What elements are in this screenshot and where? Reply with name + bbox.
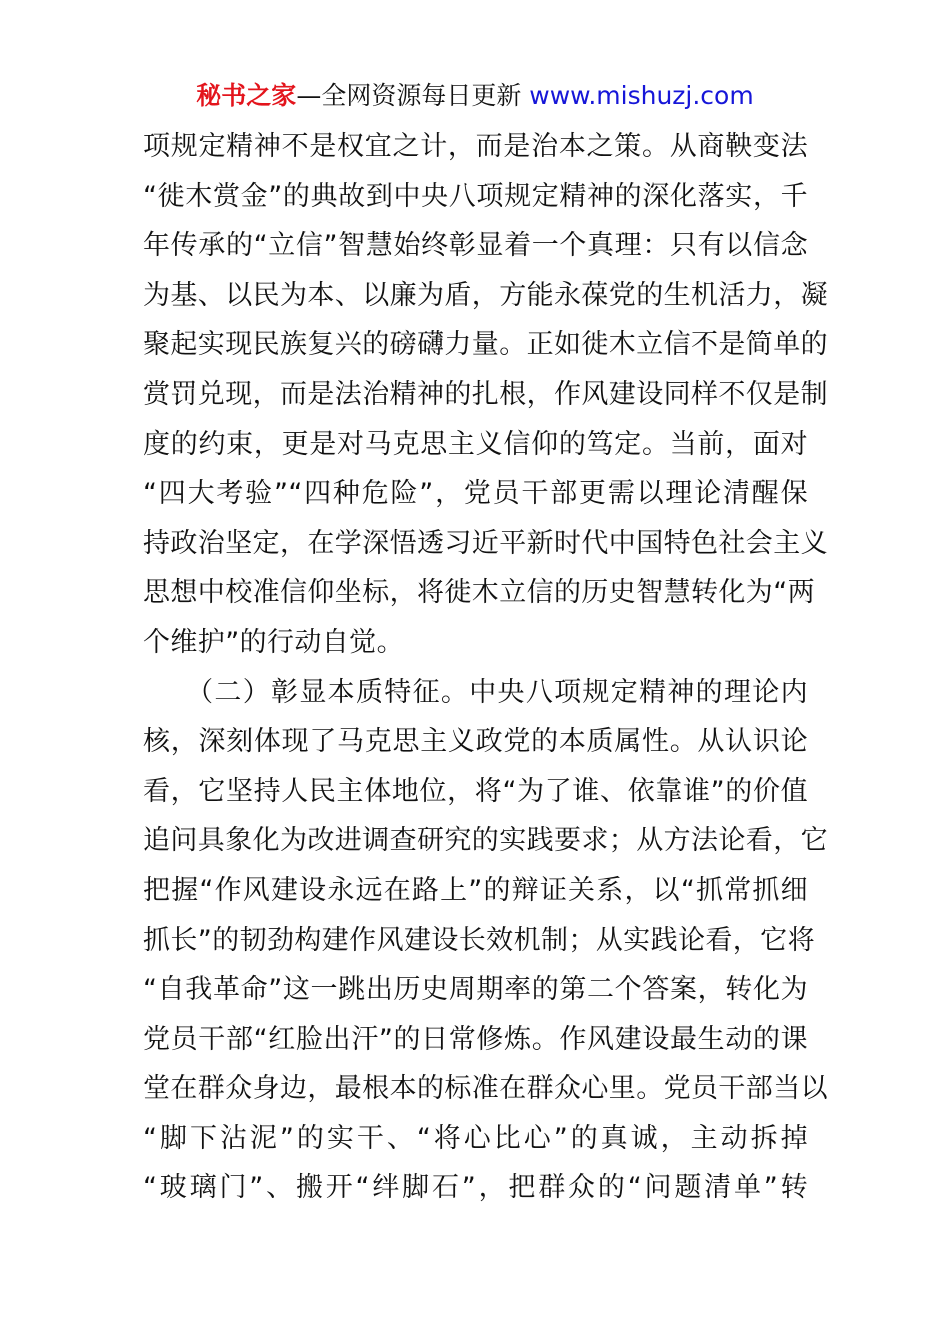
text-line: 持政治坚定，在学深悟透习近平新时代中国特色社会主义 [143, 527, 828, 559]
paragraph-2 [143, 668, 828, 1214]
text-line: 看，它坚持人民主体地位，将“为了谁、依靠谁”的价值 [143, 775, 808, 807]
paragraph-1 [143, 122, 828, 668]
text-line: 项规定精神不是权宜之计，而是治本之策。从商鞅变法 [143, 131, 808, 162]
text-line: “玻璃门”、搬开“绊脚石”，把群众的“问题清单”转 [143, 1172, 808, 1204]
site-url-link[interactable]: www.mishuzj.com [529, 81, 754, 110]
text-line: （二）彰显本质特征。中央八项规定精神的理论内 [143, 676, 808, 708]
text-line: “脚下沾泥”的实干、“将心比心”的真诚，主动拆掉 [143, 1122, 808, 1154]
site-brand: 秘书之家 [196, 81, 297, 110]
text-line: 思想中校准信仰坐标，将徙木立信的历史智慧转化为“两 [143, 577, 815, 609]
text-line: 度的约束，更是对马克思主义信仰的笃定。当前，面对 [143, 428, 808, 460]
text-line: 聚起实现民族复兴的磅礴力量。正如徙木立信不是简单的 [143, 329, 828, 361]
text-line: “四大考验”“四种危险”，党员干部更需以理论清醒保 [143, 478, 808, 510]
text-line: 党员干部“红脸出汗”的日常修炼。作风建设最生动的课 [143, 1023, 808, 1055]
site-header [0, 80, 950, 112]
text-line: 堂在群众身边，最根本的标准在群众心里。党员干部当以 [143, 1073, 828, 1105]
text-line: 把握“作风建设永远在路上”的辩证关系，以“抓常抓细 [143, 874, 808, 906]
text-line: 为基、以民为本、以廉为盾，方能永葆党的生机活力，凝 [143, 279, 828, 311]
text-line: 赏罚兑现，而是法治精神的扎根，作风建设同样不仅是制 [143, 378, 828, 410]
text-line: 抓长”的韧劲构建作风建设长效机制；从实践论看，它将 [143, 924, 815, 956]
text-line: 核，深刻体现了马克思主义政党的本质属性。从认识论 [143, 726, 808, 758]
text-line: “自我革命”这一跳出历史周期率的第二个答案，转化为 [143, 974, 808, 1006]
text-line: 追问具象化为改进调查研究的实践要求；从方法论看，它 [143, 825, 828, 857]
text-line: 个维护”的行动自觉。 [143, 626, 404, 658]
text-line: 年传承的“立信”智慧始终彰显着一个真理：只有以信念 [143, 230, 808, 262]
site-tagline: —全网资源每日更新 [296, 81, 522, 110]
text-line: “徙木赏金”的典故到中央八项规定精神的深化落实，千 [143, 180, 808, 212]
document-body [143, 122, 828, 1213]
